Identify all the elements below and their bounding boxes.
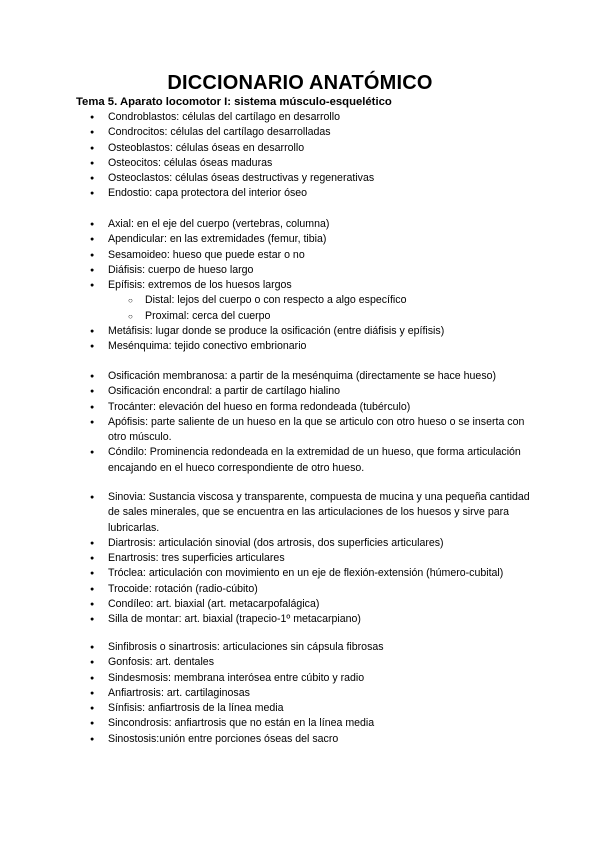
- sub-list-item: ○ Distal: lejos del cuerpo o con respecto a algo específico: [0, 293, 600, 308]
- list-item: ● Tróclea: articulación con movimiento en un eje de flexión-extensión (húmero-cubital): [0, 566, 600, 581]
- list-item: ● Sincondrosis: anfiartrosis que no están en la línea media: [0, 716, 600, 731]
- list-item: ● Silla de montar: art. biaxial (trapecio-1º metacarpiano): [0, 612, 600, 627]
- list-item: ● Osificación membranosa: a partir de la mesénquima (directamente se hace hueso): [0, 369, 600, 384]
- list-item: ● Apófisis: parte saliente de un hueso en la que se articulo con otro hueso o se inserta con otro músculo.: [0, 415, 600, 446]
- list-item: ● Anfiartrosis: art. cartilaginosas: [0, 686, 600, 701]
- list-item: ● Trocoide: rotación (radio-cúbito): [0, 582, 600, 597]
- list-item: ● Gonfosis: art. dentales: [0, 655, 600, 670]
- term-list-ossification: [0, 369, 600, 476]
- page-title: DICCIONARIO ANATÓMICO: [167, 72, 433, 94]
- list-item: ● Osteocitos: células óseas maduras: [0, 156, 600, 171]
- list-item: ● Epífisis: extremos de los huesos largos: [0, 278, 600, 293]
- sub-list-item: ○ Proximal: cerca del cuerpo: [0, 309, 600, 324]
- list-item: ● Osificación encondral: a partir de cartílago hialino: [0, 384, 600, 399]
- list-item: ● Sinostosis:unión entre porciones óseas del sacro: [0, 732, 600, 747]
- list-item: ● Axial: en el eje del cuerpo (vertebras, columna): [0, 217, 600, 232]
- list-item: ● Mesénquima: tejido conectivo embrionario: [0, 339, 600, 354]
- list-item: ● Sesamoideo: hueso que puede estar o no: [0, 248, 600, 263]
- list-item: ● Cóndilo: Prominencia redondeada en la extremidad de un hueso, que forma articulación encajando en el hueco correspondiente de otro hueso.: [0, 445, 600, 476]
- term-list-synarthrosis: [0, 640, 600, 747]
- list-item: ● Osteoclastos: células óseas destructivas y regenerativas: [0, 171, 600, 186]
- list-item: ● Osteoblastos: células óseas en desarrollo: [0, 141, 600, 156]
- list-item: ● Trocánter: elevación del hueso en forma redondeada (tubérculo): [0, 400, 600, 415]
- list-item: ● Sinfibrosis o sinartrosis: articulaciones sin cápsula fibrosas: [0, 640, 600, 655]
- list-item: ● Sindesmosis: membrana interósea entre cúbito y radio: [0, 671, 600, 686]
- list-item: ● Endostio: capa protectora del interior óseo: [0, 186, 600, 201]
- list-item: ● Condrocitos: células del cartílago desarrolladas: [0, 125, 600, 140]
- list-item: ● Diáfisis: cuerpo de hueso largo: [0, 263, 600, 278]
- list-item: ● Diartrosis: articulación sinovial (dos artrosis, dos superficies articulares): [0, 536, 600, 551]
- list-item: ● Apendicular: en las extremidades (femur, tibia): [0, 232, 600, 247]
- term-list-cells: [0, 110, 600, 202]
- section-heading: Tema 5. Aparato locomotor I: sistema músculo-esquelético: [76, 96, 392, 108]
- list-item: ● Condroblastos: células del cartílago en desarrollo: [0, 110, 600, 125]
- term-list-joints: [0, 490, 600, 628]
- list-item: ● Sinovia: Sustancia viscosa y transparente, compuesta de mucina y una pequeña cantidad de sales minerales, que se encuentra en las articulaciones de los huesos y sirve para lubricarlas.: [0, 490, 600, 536]
- list-item: ● Enartrosis: tres superficies articulares: [0, 551, 600, 566]
- term-list-bones: [0, 217, 600, 355]
- list-item: ● Metáfisis: lugar donde se produce la osificación (entre diáfisis y epífisis): [0, 324, 600, 339]
- list-item: ● Sínfisis: anfiartrosis de la línea media: [0, 701, 600, 716]
- list-item: ● Condíleo: art. biaxial (art. metacarpofalágica): [0, 597, 600, 612]
